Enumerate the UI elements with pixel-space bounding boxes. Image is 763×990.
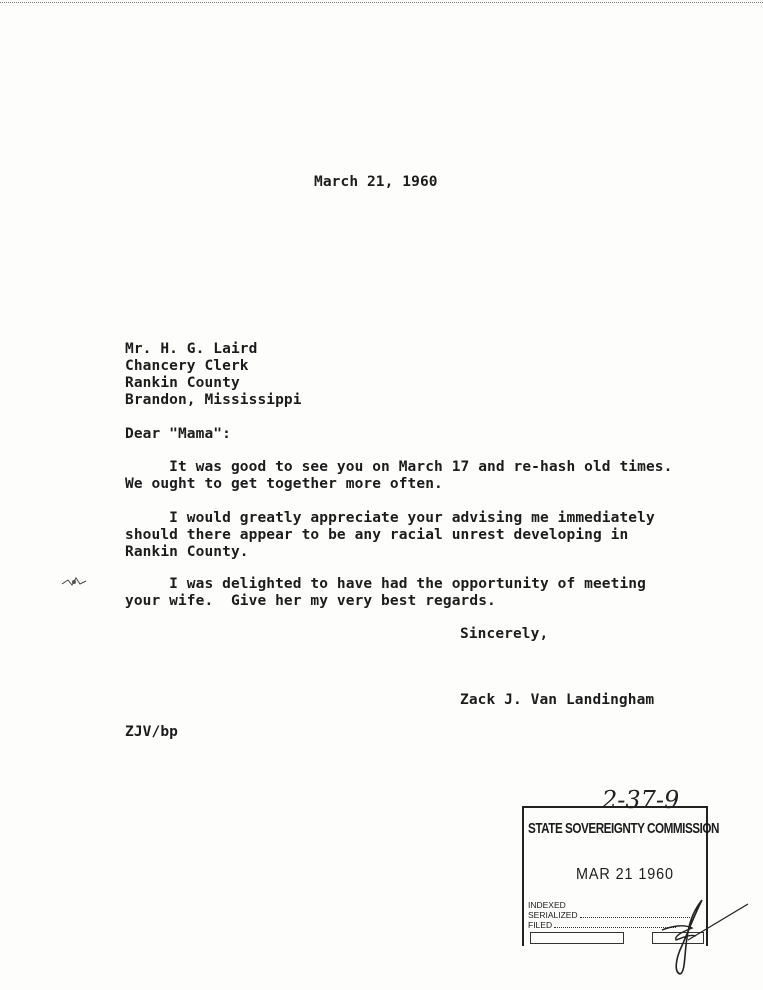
recipient-line-county: Rankin County (125, 375, 240, 391)
paragraph-1-line: It was good to see you on March 17 and re-hash old times. (125, 459, 673, 475)
paragraph-1-line: We ought to get together more often. (125, 476, 443, 492)
recipient-line-city: Brandon, Mississippi (125, 392, 302, 408)
recipient-line-name: Mr. H. G. Laird (125, 341, 258, 357)
paragraph-1 (125, 459, 705, 493)
recipient-line-title: Chancery Clerk (125, 358, 249, 374)
letter-date: March 21, 1960 (314, 174, 438, 190)
signer-name: Zack J. Van Landingham (460, 692, 655, 708)
stamp-field-indexed-label: INDEXED (528, 900, 566, 910)
ink-smudge-icon (60, 572, 90, 592)
paragraph-2-line: I would greatly appreciate your advising me immediately (125, 510, 655, 526)
stamp-date: MAR 21 1960 (576, 866, 674, 883)
paragraph-2-line: Rankin County. (125, 544, 249, 560)
stamp-box-left (530, 932, 624, 944)
paragraph-2-line: should there appear to be any racial unrest developing in (125, 527, 629, 543)
top-dotted-rule (0, 2, 763, 4)
stamp-title: STATE SOVEREIGNTY COMMISSION (528, 820, 720, 837)
paragraph-3-line: your wife. Give her my very best regards. (125, 593, 496, 609)
recipient-address (125, 341, 302, 409)
closing: Sincerely, (460, 626, 549, 642)
file-number-text: 2-37-9 (602, 786, 680, 814)
stamp-field-filed-label: FILED (528, 920, 553, 930)
salutation: Dear "Mama": (125, 426, 231, 442)
paragraph-3 (125, 576, 705, 610)
stamp-field-serialized-label: SERIALIZED (528, 910, 578, 920)
typist-initials: ZJV/bp (125, 724, 178, 740)
paragraph-2 (125, 510, 705, 561)
handwritten-initial-icon (632, 880, 752, 980)
paragraph-3-line: I was delighted to have had the opportunity of meeting (125, 576, 646, 592)
